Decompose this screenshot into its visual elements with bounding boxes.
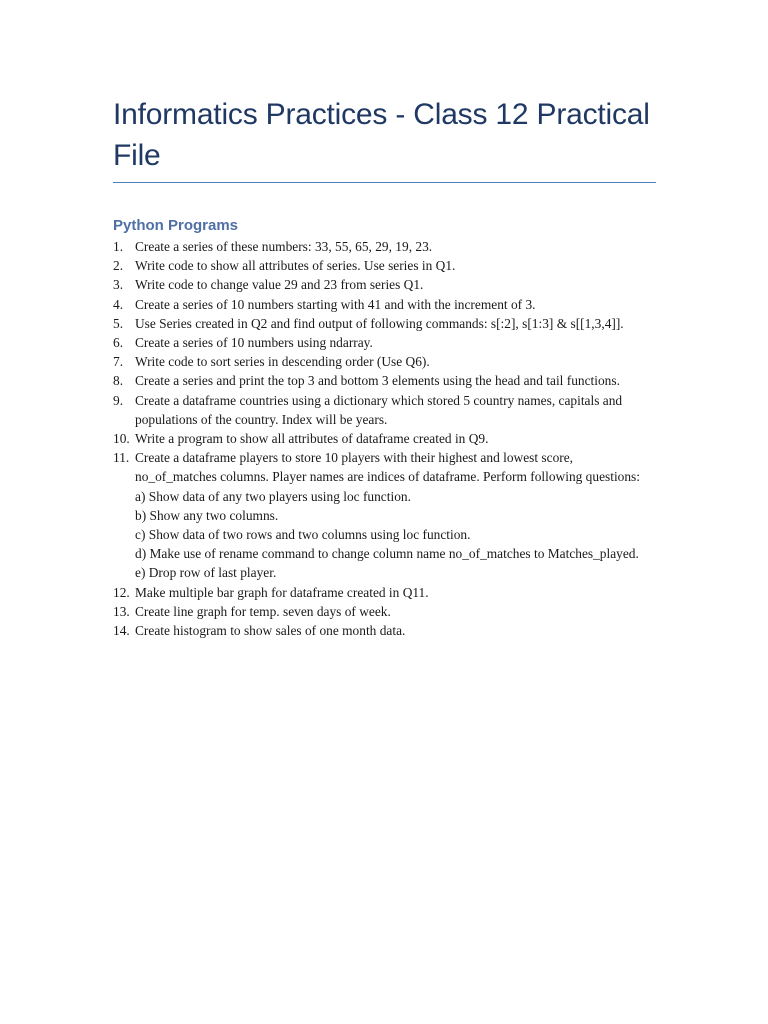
- item-text: Create a series of 10 numbers using ndarray.: [135, 335, 373, 351]
- item-text: Write code to change value 29 and 23 from series Q1.: [135, 277, 424, 293]
- list-item: [113, 391, 656, 429]
- document-title: Informatics Practices - Class 12 Practical File: [113, 98, 650, 172]
- item-text: Write a program to show all attributes of dataframe created in Q9.: [135, 431, 489, 447]
- list-item: [113, 352, 656, 371]
- list-item: [113, 583, 656, 602]
- item-text: Create line graph for temp. seven days of week.: [135, 603, 391, 619]
- sub-question: a) Show data of any two players using loc function.: [135, 488, 411, 504]
- sub-question-list: [135, 487, 656, 583]
- list-item: [113, 333, 656, 352]
- item-number: 6.: [113, 335, 124, 351]
- program-list: [113, 237, 656, 640]
- item-number: 9.: [113, 392, 124, 408]
- list-item: [113, 448, 656, 582]
- item-number: 13.: [113, 603, 130, 619]
- item-text: Create a dataframe players to store 10 players with their highest and lowest score, no_of_matches columns. Player names are indices of dataframe. Perform following questions:: [135, 450, 640, 485]
- item-number: 5.: [113, 315, 124, 331]
- item-text: Create histogram to show sales of one month data.: [135, 623, 406, 639]
- item-text: Create a series and print the top 3 and bottom 3 elements using the head and tail functions.: [135, 373, 620, 389]
- title-divider: [113, 182, 656, 183]
- item-text: Use Series created in Q2 and find output of following commands: s[:2], s[1:3] & s[[1,3,4]].: [135, 315, 624, 331]
- list-item: [113, 429, 656, 448]
- list-item: [113, 237, 656, 256]
- sub-question: d) Make use of rename command to change column name no_of_matches to Matches_played.: [135, 546, 639, 562]
- item-number: 10.: [113, 431, 130, 447]
- item-number: 1.: [113, 239, 124, 254]
- item-number: 14.: [113, 623, 130, 639]
- item-number: 12.: [113, 584, 130, 600]
- list-item: [113, 295, 656, 314]
- item-text: Create a series of these numbers: 33, 55, 65, 29, 19, 23.: [135, 239, 433, 254]
- list-item: [113, 256, 656, 275]
- item-number: 3.: [113, 277, 124, 293]
- item-number: 11.: [113, 450, 130, 466]
- item-number: 4.: [113, 296, 124, 312]
- item-text: Make multiple bar graph for dataframe created in Q11.: [135, 584, 429, 600]
- list-item: [113, 275, 656, 294]
- list-item: [113, 621, 656, 640]
- sub-question: c) Show data of two rows and two columns using loc function.: [135, 527, 471, 543]
- section-heading: Python Programs: [113, 217, 239, 234]
- sub-question: b) Show any two columns.: [135, 507, 279, 523]
- list-item: [113, 314, 656, 333]
- item-text: Write code to show all attributes of series. Use series in Q1.: [135, 258, 456, 274]
- sub-question: e) Drop row of last player.: [135, 565, 277, 581]
- item-number: 7.: [113, 354, 124, 370]
- item-number: 8.: [113, 373, 124, 389]
- list-item: [113, 602, 656, 621]
- item-text: Write code to sort series in descending order (Use Q6).: [135, 354, 430, 370]
- item-number: 2.: [113, 258, 124, 274]
- document-page: [113, 94, 656, 640]
- list-item: [113, 371, 656, 390]
- item-text: Create a dataframe countries using a dictionary which stored 5 country names, capitals and populations of the country. Index will be years.: [135, 392, 623, 427]
- item-text: Create a series of 10 numbers starting with 41 and with the increment of 3.: [135, 296, 536, 312]
